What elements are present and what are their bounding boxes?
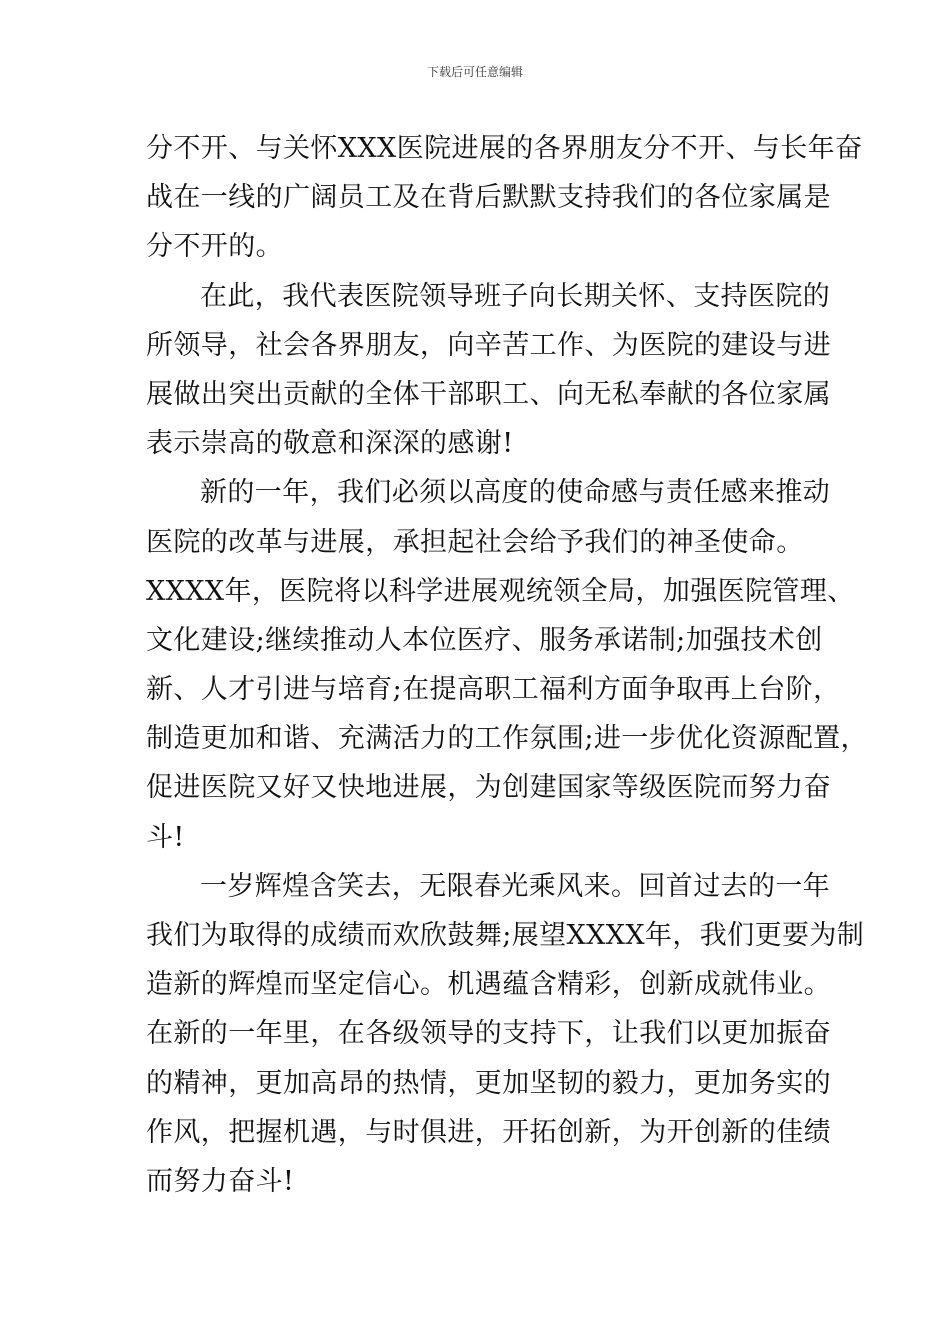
text-line: 而努力奋斗! <box>146 1165 295 1197</box>
text-line: 在此，我代表医院领导班子向长期关怀、支持医院的 <box>200 280 831 312</box>
text-line: 分不开的。 <box>146 231 283 263</box>
paragraph <box>146 862 865 1206</box>
text-line: 我们为取得的成绩而欢欣鼓舞;展望XXXX年，我们更要为制 <box>146 920 865 951</box>
paragraph <box>146 272 831 469</box>
paragraph <box>146 468 868 862</box>
paragraph <box>146 124 863 272</box>
text-line: 造新的辉煌而坚定信心。机遇蕴含精彩，创新成就伟业。 <box>146 969 831 1001</box>
text-line: 制造更加和谐、充满活力的工作氛围;进一步优化资源配置， <box>146 723 868 755</box>
text-line: 促进医院又好又快地进展，为创建国家等级医院而努力奋 <box>146 772 831 804</box>
text-line: 斗! <box>146 821 185 853</box>
text-line: 的精神，更加高昂的热情，更加坚韧的毅力，更加务实的 <box>146 1067 831 1099</box>
text-line: 一岁辉煌含笑去，无限春光乘风来。回首过去的一年 <box>200 870 831 902</box>
text-line: 分不开、与关怀XXX医院进展的各界朋友分不开、与长年奋 <box>146 133 863 164</box>
document-body <box>146 124 868 1206</box>
text-line: 文化建设;继续推动人本位医疗、服务承诺制;加强技术创 <box>146 624 823 656</box>
text-line: 战在一线的广阔员工及在背后默默支持我们的各位家属是 <box>146 182 831 214</box>
text-line: 新的一年，我们必须以高度的使命感与责任感来推动 <box>200 477 831 509</box>
text-line: 表示崇高的敬意和深深的感谢! <box>146 428 514 460</box>
page-header: 下载后可任意编辑 <box>426 65 523 79</box>
text-line: 展做出突出贡献的全体干部职工、向无私奉献的各位家属 <box>146 378 831 410</box>
text-line: 新、人才引进与培育;在提高职工福利方面争取再上台阶， <box>146 674 841 706</box>
text-line: XXXX年，医院将以科学进展观统领全局，加强医院管理、 <box>146 575 855 607</box>
text-line: 作风，把握机遇，与时俱进，开拓创新，为开创新的佳绩 <box>146 1116 831 1148</box>
text-line: 医院的改革与进展，承担起社会给予我们的神圣使命。 <box>146 526 804 558</box>
text-line: 在新的一年里，在各级领导的支持下，让我们以更加振奋 <box>146 1018 831 1050</box>
text-line: 所领导，社会各界朋友，向辛苦工作、为医院的建设与进 <box>146 329 831 361</box>
